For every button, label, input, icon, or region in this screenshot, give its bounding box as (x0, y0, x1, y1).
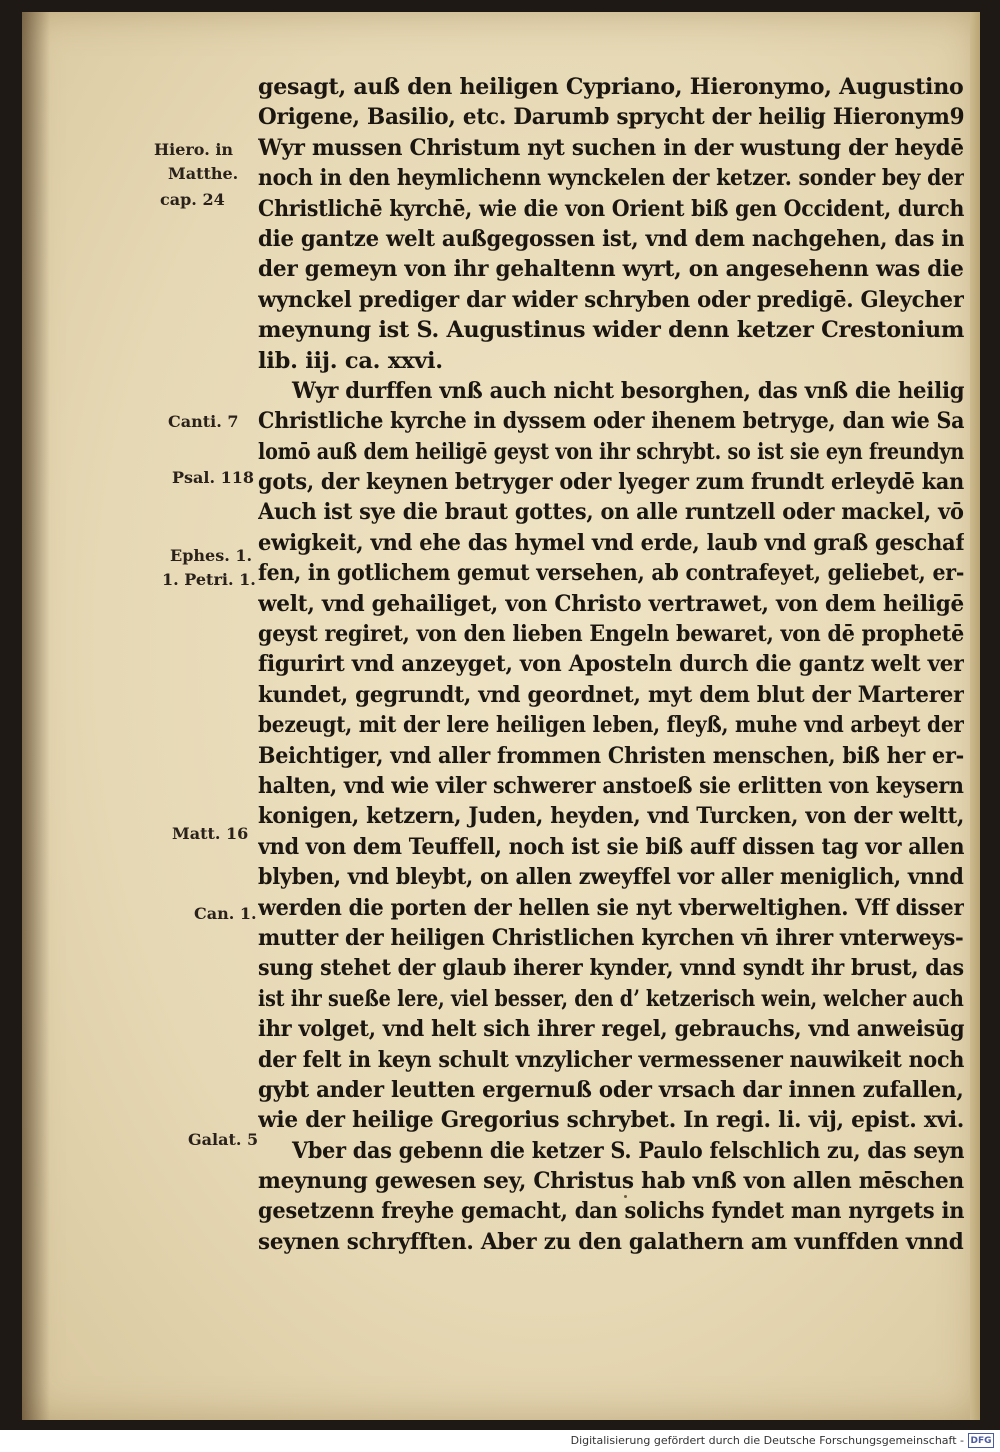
text-line: halten, vnd wie viler schwerer anstoeß sie erlitten von keysern (258, 772, 964, 799)
funding-credit: Digitalisierung gefördert durch die Deutsche Forschungsgemeinschaft - (570, 1434, 964, 1447)
text-line: blyben, vnd bleybt, on allen zweyffel vor aller meniglich, vnnd (258, 864, 964, 891)
text-line: gots, der keynen betryger oder lyeger zum frundt erleydē kan (258, 469, 964, 496)
text-line: vnd von dem Teuffell, noch ist sie biß auff dissen tag vor allen (258, 833, 964, 860)
text-line: Wyr durffen vnß auch nicht besorghen, das vnß die heilig (292, 377, 964, 404)
text-line: bezeugt, mit der lere heiligen leben, fleyß, muhe vnd arbeyt der (258, 712, 964, 739)
page-edge (970, 12, 980, 1420)
book-page (22, 12, 980, 1420)
text-line: meynung ist S. Augustinus wider denn ketzer Crestonium (258, 317, 964, 344)
text-line: Origene, Basilio, etc. Darumb sprycht der heilig Hieronym9 (258, 104, 964, 131)
margin-note: Ephes. 1. (170, 546, 253, 565)
footer-bar (0, 1430, 1000, 1452)
text-line: konigen, ketzern, Juden, heyden, vnd Turcken, von der weltt, (258, 803, 964, 830)
text-line: fen, in gotlichem gemut versehen, ab contrafeyet, geliebet, er- (258, 560, 964, 587)
text-line: noch in den heymlichenn wynckelen der ketzer. sonder bey der (258, 165, 964, 192)
margin-note: cap. 24 (160, 190, 225, 209)
text-line: der gemeyn von ihr gehaltenn wyrt, on angesehenn was die (258, 256, 964, 283)
text-line: mutter der heiligen Christlichen kyrchen vn̄ ihrer vnterweys- (258, 924, 964, 951)
text-line: Wyr mussen Christum nyt suchen in der wustung der heydē (258, 134, 964, 161)
margin-note: Matthe. (168, 164, 239, 183)
text-line: seynen schryfften. Aber zu den galathern am vunffden vnnd (258, 1228, 964, 1255)
text-line: wie der heilige Gregorius schrybet. In regi. li. vij, epist. xvi. (258, 1107, 964, 1134)
text-line: werden die porten der hellen sie nyt vberweltighen. Vff disser (258, 894, 964, 921)
dfg-logo-icon: DFG (968, 1433, 994, 1448)
text-line: lib. iij. ca. xxvi. (258, 347, 443, 374)
text-column (258, 72, 964, 1257)
margin-note: Hiero. in (154, 140, 234, 159)
text-line: Auch ist sye die braut gottes, on alle runtzell oder mackel, vō (258, 499, 964, 526)
text-line: Christlichē kyrchē, wie die von Orient biß gen Occident, durch (258, 195, 964, 222)
text-line: meynung gewesen sey, Christus hab vnß von allen mēschen (258, 1168, 964, 1195)
text-line: der felt in keyn schult vnzylicher vermessener nauwikeit noch (258, 1046, 964, 1073)
text-line: kundet, gegrundt, vnd geordnet, myt dem blut der Marterer (258, 681, 964, 708)
margin-note: Matt. 16 (172, 824, 249, 843)
text-line: ihr volget, vnd helt sich ihrer regel, gebrauchs, vnd anweisūg (258, 1016, 964, 1043)
text-line: gybt ander leutten ergernuß oder vrsach dar innen zufallen, (258, 1076, 964, 1103)
page-gutter (22, 12, 50, 1420)
text-line: sung stehet der glaub iherer kynder, vnnd syndt ihr brust, das (258, 955, 964, 982)
text-line: figurirt vnd anzeyget, von Aposteln durch die gantz welt ver (258, 651, 964, 678)
margin-note: Can. 1. (194, 904, 257, 923)
text-line: ist ihr sueße lere, viel besser, den dʼ ketzerisch wein, welcher auch (258, 985, 964, 1012)
text-line: die gantze welt außgegossen ist, vnd dem nachgehen, das in (258, 225, 964, 252)
paper-speck (624, 1195, 627, 1198)
text-line: Vber das gebenn die ketzer S. Paulo felschlich zu, das seyn (292, 1137, 964, 1164)
text-line: wynckel prediger dar wider schryben oder predigē. Gleycher (258, 286, 964, 313)
text-line: welt, vnd gehailiget, von Christo vertrawet, von dem heiligē (258, 590, 964, 617)
text-line: gesetzenn freyhe gemacht, dan solichs fyndet man nyrgets in (258, 1198, 964, 1225)
margin-note: Psal. 118 (172, 468, 255, 487)
text-line: Beichtiger, vnd aller frommen Christen menschen, biß her er- (258, 742, 964, 769)
text-line: gesagt, auß den heiligen Cypriano, Hieronymo, Augustino (258, 74, 964, 100)
text-line: Christliche kyrche in dyssem oder ihenem betryge, dan wie Sa (258, 408, 964, 435)
margin-note: Canti. 7 (168, 412, 239, 431)
text-line: lomō auß dem heiligē geyst von ihr schrybt. so ist sie eyn freundyn (258, 438, 964, 465)
text-line: ewigkeit, vnd ehe das hymel vnd erde, laub vnd graß geschaf (258, 529, 964, 556)
margin-note: Galat. 5 (188, 1130, 259, 1149)
text-line: geyst regiret, von den lieben Engeln bewaret, von dē prophetē (258, 621, 964, 648)
margin-note: 1. Petri. 1. (162, 570, 256, 589)
